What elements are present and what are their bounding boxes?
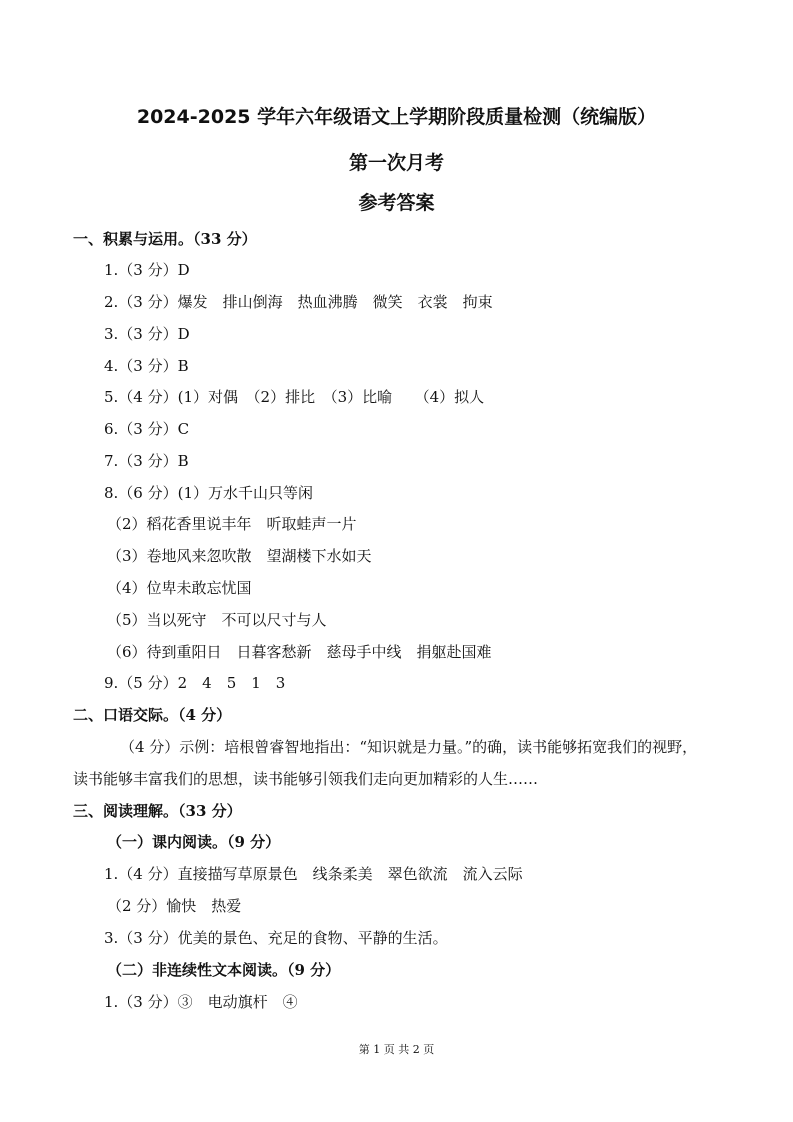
answer-line: 6.（3 分）C [104,420,190,438]
paragraph-line: 读书能够丰富我们的思想，读书能够引领我们走向更加精彩的人生…… [73,770,539,788]
subsection-title: （一）课内阅读。（9 分） [107,833,281,851]
answer-line: 4.（3 分）B [104,357,189,375]
answer-line: 8.（6 分）(1）万水千山只等闲 [104,484,314,502]
answer-line: （2）稻花香里说丰年 听取蛙声一片 [107,515,357,533]
section-3-title: 三、阅读理解。（33 分） [73,802,242,820]
answer-line: （6）待到重阳日 日暮客愁新 慈母手中线 捐躯赴国难 [107,643,492,661]
document-title: 2024-2025 学年六年级语文上学期阶段质量检测（统编版） [136,106,657,128]
answer-line: 2.（3 分）爆发 排山倒海 热血沸腾 微笑 衣裳 拘束 [104,293,493,311]
answer-line: （3）卷地风来忽吹散 望湖楼下水如天 [107,547,372,565]
section-2-title: 二、口语交际。（4 分） [73,706,232,724]
answer-line: 3.（3 分）D [104,325,190,343]
answer-heading: 参考答案 [358,192,435,214]
page-number: 第 1 页 共 2 页 [358,1043,435,1056]
answer-line: 7.（3 分）B [104,452,189,470]
answer-line: 1.（3 分）③ 电动旗杆 ④ [104,993,298,1011]
document-subtitle: 第一次月考 [348,152,444,174]
answer-line: 9.（5 分）2 4 5 1 3 [104,674,286,692]
answer-line: （5）当以死守 不可以尺寸与人 [107,611,327,629]
answer-line: （4）位卑未敢忘忧国 [107,579,252,597]
subsection-title: （二）非连续性文本阅读。（9 分） [107,961,341,979]
paragraph-line: （4 分）示例：培根曾睿智地指出：“知识就是力量。”的确，读书能够拓宽我们的视野， [120,738,698,756]
answer-line: 1.（3 分）D [104,261,190,279]
answer-line: 3.（3 分）优美的景色、充足的食物、平静的生活。 [104,929,448,947]
section-1-title: 一、积累与运用。（33 分） [73,230,257,248]
answer-line: 5.（4 分）(1）对偶 （2）排比 （3）比喻 （4）拟人 [104,388,485,406]
answer-line: （2 分）愉快 热爱 [107,897,242,915]
answer-line: 1.（4 分）直接描写草原景色 线条柔美 翠色欲流 流入云际 [104,865,523,883]
